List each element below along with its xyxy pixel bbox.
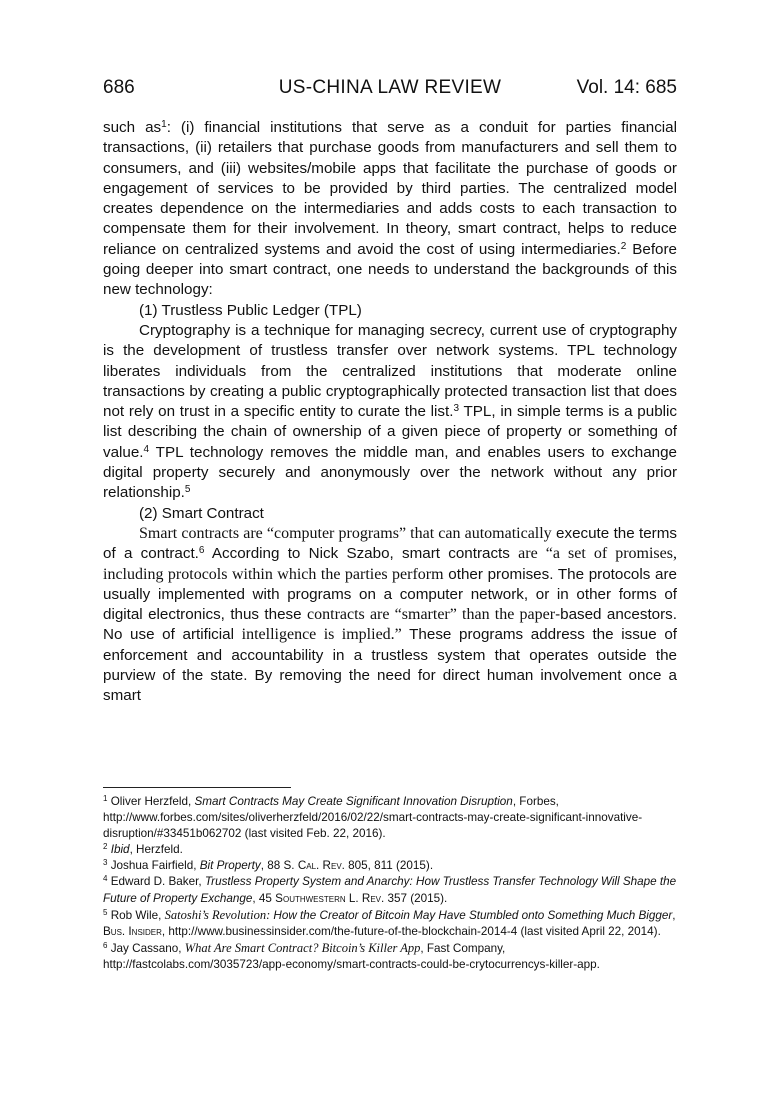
section-heading-tpl: (1) Trustless Public Ledger (TPL) <box>139 301 362 319</box>
footnote-ref[interactable]: 3 <box>453 403 460 415</box>
paragraph-tpl <box>103 321 677 504</box>
citation-url[interactable]: http://fastcolabs.com/3035723/app-economy/smart-contracts-could-be-crytocurrencys-killer-app. <box>103 957 600 971</box>
footnote-1 <box>103 794 677 842</box>
text-run: . 805, 811 (2015). <box>341 859 434 873</box>
footnote-5 <box>103 907 677 940</box>
text-run: According to Nick Szabo, smart contracts <box>204 545 510 563</box>
paragraph-intermediaries <box>103 118 677 301</box>
text-run: Joshua Fairfield, <box>110 859 200 873</box>
citation-url[interactable]: http://www.forbes.com/sites/oliverherzfeld/2016/02/22/smart-contracts-may-create-significant-innovative-disruption/#33451b062702 (last visited Feb. 22, 2016). <box>103 811 643 841</box>
footnote-ref[interactable]: 5 <box>184 484 191 496</box>
running-header <box>103 76 677 100</box>
footnote-4 <box>103 874 677 906</box>
citation-title: Smart Contracts May Create Significant Innovation Disruption <box>194 795 513 808</box>
citation-title: What Are Smart Contract? Bitcoin’s Killer App <box>184 940 421 955</box>
text-run: L. <box>345 891 362 905</box>
citation-title: How the Creator of Bitcoin May Have Stumbled onto Something Much Bigger <box>273 908 673 922</box>
footnote-number: 3 <box>103 858 108 868</box>
text-run: Smart contracts are “computer programs” that can automatically <box>139 524 552 542</box>
text-run: TPL technology removes the middle man, and enables users to exchange digital property securely and anonymously over the network without any prior relationship. <box>103 443 677 502</box>
text-run: . I <box>121 924 132 938</box>
text-run: , Herzfeld. <box>129 843 183 857</box>
text-run: Cal <box>297 859 317 873</box>
text-run: , 88 S. <box>260 859 298 873</box>
body-text <box>103 118 677 707</box>
text-run: Edward D. Baker, <box>110 875 205 889</box>
text-run: Before going deeper into smart contract, one needs to understand the backgrounds of this new technology: <box>103 240 677 299</box>
text-run: : (i) financial institutions that serve as a conduit for parties financial transactions, (ii) retailers that purchase goods from manufacturers and sell them to consumers, and (iii) websites/mobile apps that facilitate the purchase of goods or engagement of services to be provided by third parties. The centralized model creates dependence on the intermediaries and adds costs to each transaction to compensate them for their involvement. In theory, smart contract, helps to reduce reliance on centralized systems and avoid the cost of using intermediaries. <box>103 119 677 258</box>
text-run: contracts are “smarter” than the paper <box>307 606 556 624</box>
text-run: intelligence is implied.” <box>241 626 402 644</box>
text-run: execute the terms of a contract. <box>103 524 677 563</box>
text-run: Cryptography is a technique for managing secrecy, current use of cryptography is the development of trustless transfer over network systems. TPL technology liberates individuals from the centralized institutions that moderate online transactions by creating a public cryptographically protected transaction list that does not rely on trust in a specific entity to curate the list. <box>103 321 677 421</box>
text-run: TPL, in simple terms is a public list describing the chain of ownership of a given piece of property or something of value. <box>103 403 677 461</box>
footnote-number: 1 <box>103 794 108 803</box>
text-run: Rev <box>361 891 382 905</box>
citation-url[interactable]: , http://www.businessinsider.com/the-future-of-the-blockchain-2014-4 (last visited April 22, 2014). <box>161 924 661 938</box>
text-run: , Forbes, <box>512 795 559 808</box>
text-run: nsider <box>131 924 162 938</box>
text-run: . 357 (2015). <box>381 891 448 905</box>
text-run: such as <box>103 119 162 136</box>
text-run: Rev <box>322 859 342 873</box>
text-run: , B <box>103 908 676 938</box>
citation-title: Ibid <box>110 843 130 857</box>
text-run: Southwestern <box>275 891 346 905</box>
footnote-ref[interactable]: 6 <box>198 545 205 557</box>
text-run: , 45 <box>252 891 276 905</box>
footnote-number: 6 <box>103 940 108 950</box>
footnote-6 <box>103 940 677 973</box>
text-run: other promises. The protocols are usually implemented with programs on a computer network, or in other forms of digital electronics, thus these <box>103 565 677 624</box>
citation-title: Bit Property <box>199 859 261 873</box>
text-run: Jay Cassano, <box>110 941 185 955</box>
footnotes <box>103 794 677 973</box>
paragraph-smart-contract <box>103 524 677 707</box>
journal-title: US-CHINA LAW REVIEW <box>278 77 502 98</box>
footnote-divider <box>103 787 291 788</box>
text-run: . <box>316 859 323 873</box>
text-run: -based ancestors. No use of artificial <box>103 606 677 644</box>
footnote-3 <box>103 858 677 874</box>
text-run: Oliver Herzfeld, <box>110 795 195 808</box>
footnote-2 <box>103 842 677 858</box>
footnote-ref[interactable]: 2 <box>620 240 627 252</box>
footnote-number: 2 <box>103 842 108 852</box>
volume-label: Vol. 14: 685 <box>576 77 677 98</box>
citation-title: Satoshi’s Revolution: <box>164 907 274 922</box>
section-heading-smart-contract: (2) Smart Contract <box>139 504 264 522</box>
text-run: us <box>110 924 122 938</box>
footnote-number: 5 <box>103 907 108 917</box>
text-run: , Fast Company, <box>420 941 506 955</box>
footnote-ref[interactable]: 4 <box>143 443 150 455</box>
page-number: 686 <box>103 77 135 98</box>
citation-title: Trustless Property System and Anarchy: How Trustless Transfer Technology Will Shape the Future of Property Exchange <box>103 875 677 905</box>
footnote-ref[interactable]: 1 <box>161 119 167 130</box>
text-run: are “a set of promises, including protocols within which the parties perform <box>103 545 677 583</box>
footnote-number: 4 <box>103 874 108 884</box>
text-run: These programs address the issue of enforcement and accountability in a trustless system that operates outside the purview of the state. By removing the need for direct human involvement once a smart <box>103 626 677 705</box>
text-run: Rob Wile, <box>110 908 165 922</box>
